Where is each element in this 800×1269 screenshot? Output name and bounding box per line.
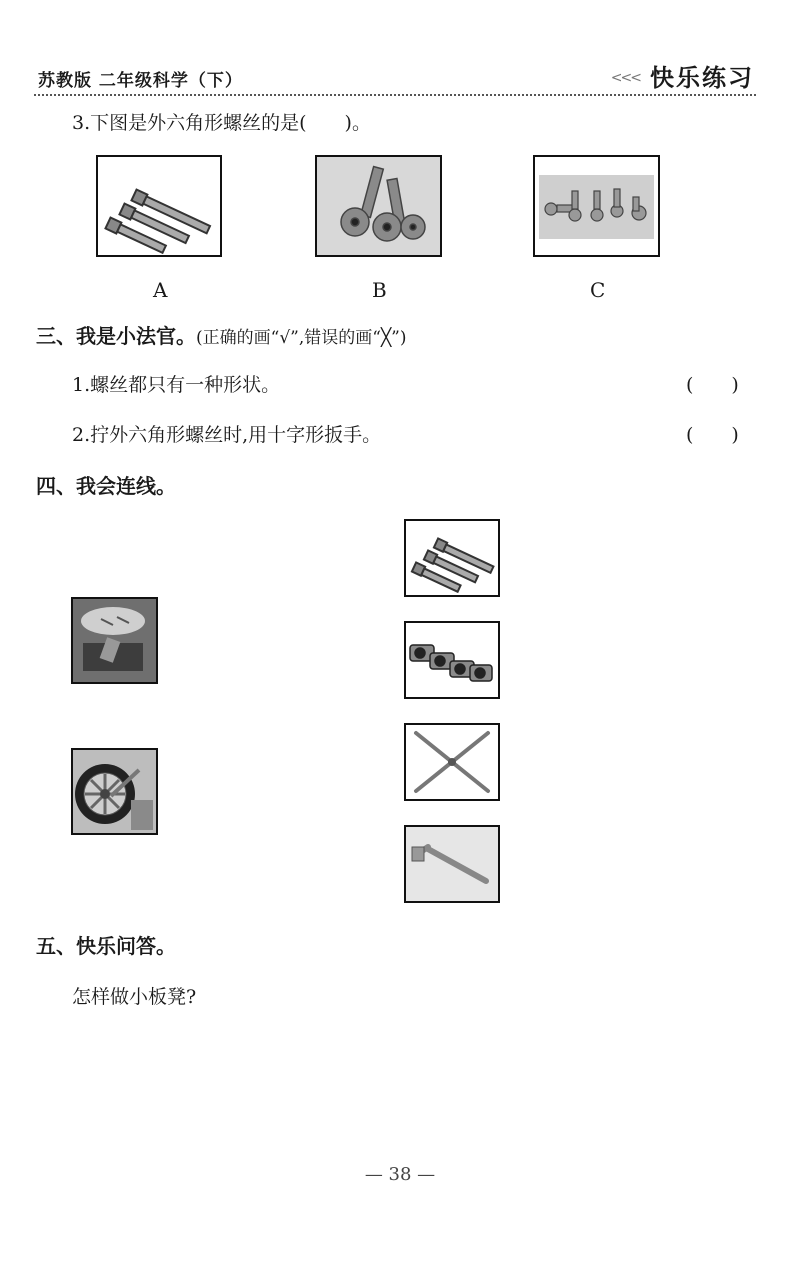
judge-item-2: 2.拧外六角形螺丝时,用十字形扳手。	[72, 424, 382, 446]
page-number: — 38 —	[364, 1164, 436, 1185]
car-tire-photo[interactable]	[71, 748, 158, 835]
socket-bolt-photo	[315, 155, 442, 257]
chevron-left-icon: <<<	[610, 70, 640, 86]
l-wrench-photo[interactable]	[404, 825, 500, 903]
cross-bolt-photo	[533, 155, 660, 257]
option-c-label: C	[590, 278, 606, 302]
section-5-question: 怎样做小板凳?	[72, 986, 197, 1008]
section-3-note: (正确的画“√”,错误的画“╳”)	[196, 328, 407, 348]
hex-bolts-photo-2[interactable]	[404, 519, 500, 597]
option-b-label: B	[372, 278, 387, 302]
header-divider	[34, 94, 756, 96]
section-4-title: 四、我会连线。	[36, 474, 176, 498]
machine-repair-photo[interactable]	[71, 597, 158, 684]
hex-bolt-photo	[96, 155, 222, 257]
book-title: 苏教版 二年级科学（下）	[38, 71, 243, 91]
answer-blank-1[interactable]: ( )	[686, 374, 739, 396]
judge-item-1: 1.螺丝都只有一种形状。	[72, 374, 281, 396]
option-a-label: A	[153, 278, 168, 302]
question-3-text: 3.下图是外六角形螺丝的是( )。	[72, 112, 371, 134]
socket-wrench-photo[interactable]	[404, 621, 500, 699]
section-3-heading	[36, 320, 407, 349]
section-5-title: 五、快乐问答。	[36, 934, 176, 958]
cross-wrench-photo[interactable]	[404, 723, 500, 801]
section-banner-title: 快乐练习	[650, 64, 754, 92]
answer-blank-2[interactable]: ( )	[686, 424, 739, 446]
section-3-title: 三、我是小法官。	[36, 324, 196, 348]
